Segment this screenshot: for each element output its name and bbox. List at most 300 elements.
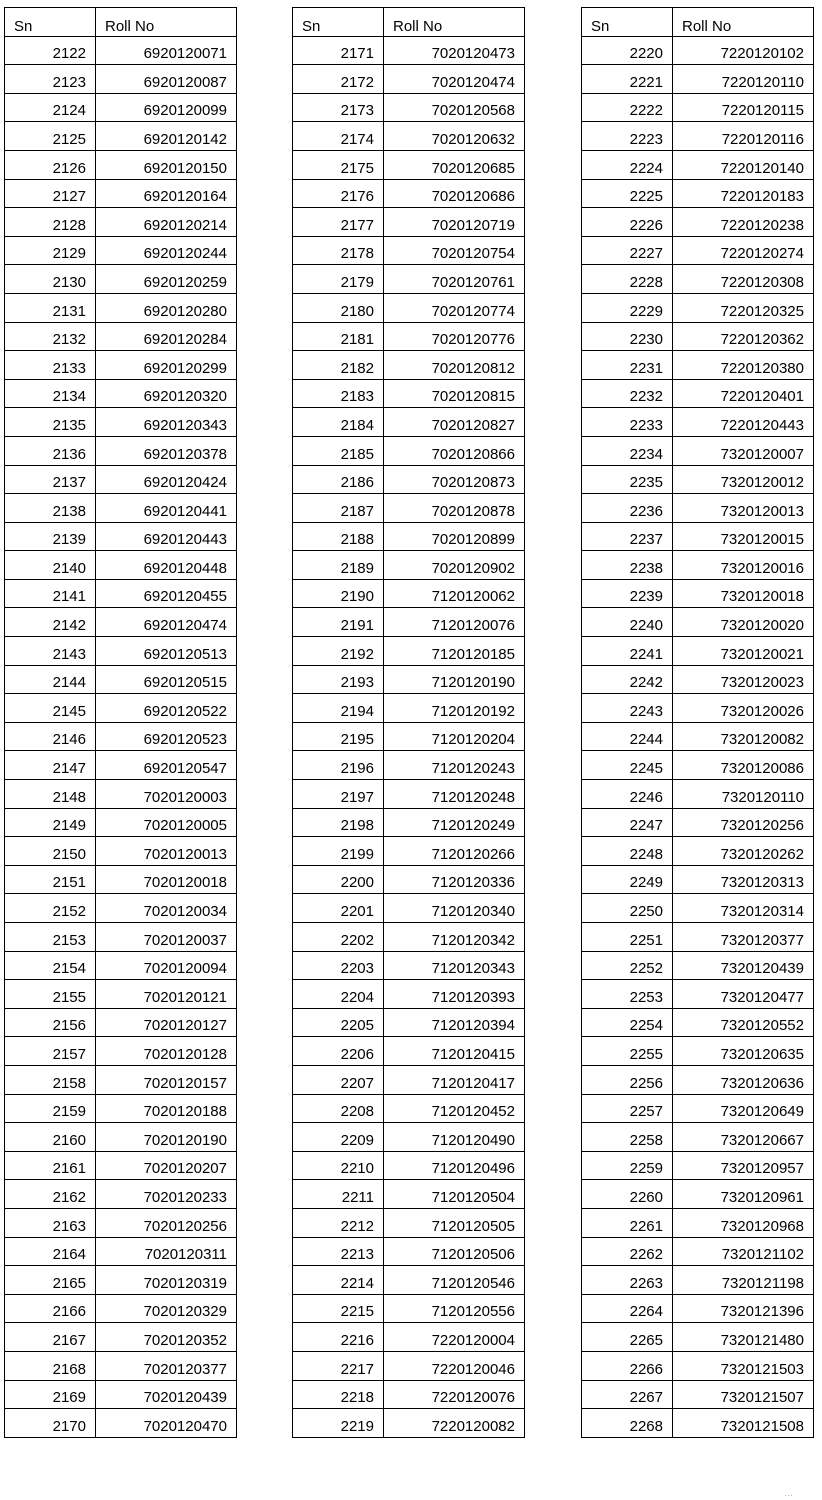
sn-cell: 2179 (293, 265, 384, 294)
table-row (582, 93, 814, 122)
sn-cell: 2158 (5, 1065, 96, 1094)
table-row (293, 494, 525, 523)
sn-cell: 2166 (5, 1294, 96, 1323)
sn-cell: 2175 (293, 150, 384, 179)
roll-no-cell: 7120120393 (384, 980, 525, 1009)
sn-cell: 2215 (293, 1294, 384, 1323)
table-row (5, 93, 237, 122)
sn-cell: 2203 (293, 951, 384, 980)
roll-no-cell: 7220120325 (673, 293, 814, 322)
roll-no-cell: 6920120513 (96, 637, 237, 666)
table-row (293, 1094, 525, 1123)
table-row (582, 1323, 814, 1352)
roll-no-cell: 7020120866 (384, 436, 525, 465)
sn-cell: 2197 (293, 780, 384, 809)
roll-no-cell: 7320120649 (673, 1094, 814, 1123)
roll-no-cell: 7120120204 (384, 722, 525, 751)
sn-cell: 2146 (5, 722, 96, 751)
roll-no-cell: 7020120439 (96, 1380, 237, 1409)
sn-cell: 2226 (582, 208, 673, 237)
roll-no-cell: 7020120902 (384, 551, 525, 580)
table-row (5, 751, 237, 780)
roll-no-cell: 7120120336 (384, 865, 525, 894)
sn-cell: 2182 (293, 351, 384, 380)
sn-cell: 2235 (582, 465, 673, 494)
roll-no-cell: 7220120140 (673, 150, 814, 179)
table-row (582, 551, 814, 580)
table-row (293, 980, 525, 1009)
table-row (582, 1180, 814, 1209)
sn-cell: 2241 (582, 637, 673, 666)
table-row (582, 865, 814, 894)
table-row (582, 494, 814, 523)
roll-no-cell: 7120120504 (384, 1180, 525, 1209)
roll-no-header: Roll No (96, 8, 237, 37)
table-row (5, 694, 237, 723)
table-row (5, 780, 237, 809)
roll-no-cell: 7320120256 (673, 808, 814, 837)
table-row (293, 65, 525, 94)
sn-cell: 2127 (5, 179, 96, 208)
roll-no-cell: 6920120378 (96, 436, 237, 465)
roll-no-cell: 6920120343 (96, 408, 237, 437)
sn-cell: 2191 (293, 608, 384, 637)
sn-cell: 2184 (293, 408, 384, 437)
roll-no-cell: 7220120116 (673, 122, 814, 151)
table-row (293, 436, 525, 465)
table-row (582, 36, 814, 65)
table-row (293, 1123, 525, 1152)
sn-cell: 2234 (582, 436, 673, 465)
roll-no-cell: 7120120490 (384, 1123, 525, 1152)
table-row (293, 1037, 525, 1066)
roll-no-cell: 6920120320 (96, 379, 237, 408)
sn-cell: 2250 (582, 894, 673, 923)
table-row (582, 436, 814, 465)
roll-no-cell: 7020120256 (96, 1208, 237, 1237)
roll-no-cell: 7020120311 (96, 1237, 237, 1266)
roll-no-cell: 7020120754 (384, 236, 525, 265)
sn-cell: 2249 (582, 865, 673, 894)
roll-no-cell: 7020120899 (384, 522, 525, 551)
table-row (582, 65, 814, 94)
roll-no-cell: 7120120496 (384, 1151, 525, 1180)
table-row (293, 208, 525, 237)
roll-no-cell: 7320120018 (673, 579, 814, 608)
roll-no-cell: 7020120774 (384, 293, 525, 322)
table-row (582, 637, 814, 666)
table-row (582, 351, 814, 380)
table-row (5, 808, 237, 837)
sn-cell: 2261 (582, 1208, 673, 1237)
sn-cell: 2211 (293, 1180, 384, 1209)
roll-no-cell: 7020120377 (96, 1351, 237, 1380)
sn-cell: 2186 (293, 465, 384, 494)
table-row (5, 1266, 237, 1295)
table-row (5, 379, 237, 408)
roll-no-cell: 7320120313 (673, 865, 814, 894)
sn-cell: 2263 (582, 1266, 673, 1295)
sn-cell: 2141 (5, 579, 96, 608)
sn-cell: 2232 (582, 379, 673, 408)
table-row (293, 579, 525, 608)
sn-cell: 2178 (293, 236, 384, 265)
sn-cell: 2217 (293, 1351, 384, 1380)
table-row (5, 36, 237, 65)
sn-cell: 2218 (293, 1380, 384, 1409)
roll-no-cell: 7020120329 (96, 1294, 237, 1323)
table-row (582, 265, 814, 294)
table-row (293, 1294, 525, 1323)
sn-cell: 2161 (5, 1151, 96, 1180)
roll-no-cell: 7020120719 (384, 208, 525, 237)
sn-cell: 2163 (5, 1208, 96, 1237)
table-row (5, 465, 237, 494)
roll-no-cell: 7320121507 (673, 1380, 814, 1409)
sn-cell: 2164 (5, 1237, 96, 1266)
roll-no-cell: 7020120190 (96, 1123, 237, 1152)
roll-no-cell: 7320120021 (673, 637, 814, 666)
table-row (293, 122, 525, 151)
sn-cell: 2122 (5, 36, 96, 65)
table-row (582, 150, 814, 179)
roll-no-cell: 7120120343 (384, 951, 525, 980)
sn-cell: 2126 (5, 150, 96, 179)
roll-no-cell: 7320120007 (673, 436, 814, 465)
roll-no-cell: 7320120026 (673, 694, 814, 723)
table-row (582, 1266, 814, 1295)
roll-no-cell: 7020120685 (384, 150, 525, 179)
table-row (582, 951, 814, 980)
sn-cell: 2252 (582, 951, 673, 980)
sn-cell: 2248 (582, 837, 673, 866)
roll-table-1 (4, 7, 237, 1438)
table-row (582, 236, 814, 265)
roll-no-cell: 7020120319 (96, 1266, 237, 1295)
table-row (293, 780, 525, 809)
sn-cell: 2258 (582, 1123, 673, 1152)
roll-no-cell: 7320121480 (673, 1323, 814, 1352)
table-row (582, 208, 814, 237)
table-row (5, 1094, 237, 1123)
roll-no-cell: 7020120188 (96, 1094, 237, 1123)
sn-cell: 2259 (582, 1151, 673, 1180)
table-row (5, 1323, 237, 1352)
roll-no-cell: 7020120034 (96, 894, 237, 923)
roll-no-cell: 7320120961 (673, 1180, 814, 1209)
table-row (293, 865, 525, 894)
roll-no-cell: 7320120082 (673, 722, 814, 751)
table-row (5, 1380, 237, 1409)
sn-cell: 2155 (5, 980, 96, 1009)
table-row (293, 808, 525, 837)
table-row (5, 980, 237, 1009)
roll-no-cell: 7020120207 (96, 1151, 237, 1180)
sn-cell: 2149 (5, 808, 96, 837)
roll-no-cell: 7320120314 (673, 894, 814, 923)
roll-no-cell: 7020120878 (384, 494, 525, 523)
sn-cell: 2150 (5, 837, 96, 866)
roll-no-cell: 6920120280 (96, 293, 237, 322)
roll-no-cell: 6920120164 (96, 179, 237, 208)
table-row (582, 1208, 814, 1237)
sn-cell: 2196 (293, 751, 384, 780)
sn-cell: 2181 (293, 322, 384, 351)
roll-no-header: Roll No (673, 8, 814, 37)
table-row (293, 179, 525, 208)
table-row (5, 1123, 237, 1152)
table-row (293, 1380, 525, 1409)
sn-cell: 2131 (5, 293, 96, 322)
roll-no-cell: 7220120110 (673, 65, 814, 94)
sn-cell: 2144 (5, 665, 96, 694)
sn-cell: 2142 (5, 608, 96, 637)
table-row (293, 951, 525, 980)
roll-no-cell: 7120120076 (384, 608, 525, 637)
roll-no-cell: 7020120568 (384, 93, 525, 122)
roll-no-cell: 7120120248 (384, 780, 525, 809)
sn-cell: 2266 (582, 1351, 673, 1380)
roll-no-cell: 7320120377 (673, 923, 814, 952)
roll-no-cell: 6920120443 (96, 522, 237, 551)
sn-cell: 2223 (582, 122, 673, 151)
table-row (582, 293, 814, 322)
table-row (582, 894, 814, 923)
sn-cell: 2156 (5, 1008, 96, 1037)
sn-cell: 2224 (582, 150, 673, 179)
roll-no-cell: 7020120005 (96, 808, 237, 837)
roll-no-cell: 7120120394 (384, 1008, 525, 1037)
roll-no-cell: 7320120023 (673, 665, 814, 694)
table-row (582, 780, 814, 809)
sn-cell: 2243 (582, 694, 673, 723)
roll-no-cell: 7020120686 (384, 179, 525, 208)
table-row (293, 1266, 525, 1295)
roll-no-cell: 7120120505 (384, 1208, 525, 1237)
table-row (5, 1037, 237, 1066)
roll-no-cell: 6920120071 (96, 36, 237, 65)
table-row (582, 980, 814, 1009)
table-row (293, 150, 525, 179)
table-row (582, 1065, 814, 1094)
roll-no-cell: 7220120443 (673, 408, 814, 437)
table-row (293, 1208, 525, 1237)
table-row (293, 1151, 525, 1180)
roll-no-cell: 7320120086 (673, 751, 814, 780)
roll-no-cell: 7220120076 (384, 1380, 525, 1409)
table-row (293, 551, 525, 580)
roll-no-cell: 7020120761 (384, 265, 525, 294)
roll-no-cell: 7120120546 (384, 1266, 525, 1295)
sn-cell: 2137 (5, 465, 96, 494)
sn-cell: 2255 (582, 1037, 673, 1066)
table-row (582, 322, 814, 351)
sn-cell: 2159 (5, 1094, 96, 1123)
sn-cell: 2189 (293, 551, 384, 580)
table-row (293, 236, 525, 265)
sn-cell: 2230 (582, 322, 673, 351)
table-row (582, 923, 814, 952)
sn-cell: 2154 (5, 951, 96, 980)
table-row (582, 751, 814, 780)
table-row (293, 351, 525, 380)
roll-no-cell: 7020120873 (384, 465, 525, 494)
table-row (582, 1409, 814, 1438)
table-row (5, 236, 237, 265)
table-row (582, 1008, 814, 1037)
table-row (293, 1323, 525, 1352)
sn-cell: 2171 (293, 36, 384, 65)
table-row (582, 1037, 814, 1066)
sn-cell: 2190 (293, 579, 384, 608)
sn-cell: 2192 (293, 637, 384, 666)
sn-cell: 2264 (582, 1294, 673, 1323)
roll-no-cell: 7320120968 (673, 1208, 814, 1237)
roll-no-cell: 7320121198 (673, 1266, 814, 1295)
roll-no-cell: 6920120299 (96, 351, 237, 380)
roll-no-cell: 7120120342 (384, 923, 525, 952)
sn-cell: 2204 (293, 980, 384, 1009)
table-row (582, 179, 814, 208)
table-row (293, 265, 525, 294)
sn-cell: 2176 (293, 179, 384, 208)
roll-no-cell: 7020120470 (96, 1409, 237, 1438)
table-row (582, 1151, 814, 1180)
table-row (5, 923, 237, 952)
table-row (582, 808, 814, 837)
table-row (582, 465, 814, 494)
roll-no-cell: 7320120667 (673, 1123, 814, 1152)
roll-no-cell: 7320120015 (673, 522, 814, 551)
sn-cell: 2200 (293, 865, 384, 894)
sn-cell: 2160 (5, 1123, 96, 1152)
sn-cell: 2220 (582, 36, 673, 65)
table-row (293, 522, 525, 551)
sn-cell: 2173 (293, 93, 384, 122)
table-header-row (582, 8, 814, 37)
sn-cell: 2198 (293, 808, 384, 837)
roll-no-cell: 6920120515 (96, 665, 237, 694)
sn-cell: 2194 (293, 694, 384, 723)
sn-cell: 2125 (5, 122, 96, 151)
roll-no-cell: 7020120127 (96, 1008, 237, 1037)
table-row (5, 894, 237, 923)
sn-cell: 2199 (293, 837, 384, 866)
sn-cell: 2257 (582, 1094, 673, 1123)
table-row (582, 608, 814, 637)
table-row (582, 408, 814, 437)
table-row (5, 865, 237, 894)
sn-cell: 2129 (5, 236, 96, 265)
table-row (5, 637, 237, 666)
table-row (293, 293, 525, 322)
sn-cell: 2262 (582, 1237, 673, 1266)
sn-cell: 2267 (582, 1380, 673, 1409)
table-row (5, 293, 237, 322)
table-row (293, 1065, 525, 1094)
sn-cell: 2157 (5, 1037, 96, 1066)
table-row (5, 408, 237, 437)
roll-no-cell: 7320120635 (673, 1037, 814, 1066)
roll-no-cell: 7320120552 (673, 1008, 814, 1037)
sn-cell: 2148 (5, 780, 96, 809)
sn-cell: 2195 (293, 722, 384, 751)
roll-no-cell: 6920120547 (96, 751, 237, 780)
sn-cell: 2253 (582, 980, 673, 1009)
sn-cell: 2212 (293, 1208, 384, 1237)
sn-cell: 2168 (5, 1351, 96, 1380)
table-row (5, 351, 237, 380)
sn-cell: 2265 (582, 1323, 673, 1352)
roll-no-cell: 7220120380 (673, 351, 814, 380)
table-row (5, 837, 237, 866)
table-row (293, 923, 525, 952)
roll-no-cell: 7120120340 (384, 894, 525, 923)
sn-cell: 2245 (582, 751, 673, 780)
table-row (5, 322, 237, 351)
table-row (293, 722, 525, 751)
table-row (293, 93, 525, 122)
corner-mark-icon: … (784, 1488, 793, 1498)
table-row (293, 1180, 525, 1209)
roll-no-cell: 7220120183 (673, 179, 814, 208)
sn-cell: 2242 (582, 665, 673, 694)
sn-cell: 2139 (5, 522, 96, 551)
sn-cell: 2153 (5, 923, 96, 952)
roll-no-cell: 7120120192 (384, 694, 525, 723)
table-row (5, 1294, 237, 1323)
table-row (5, 1208, 237, 1237)
sn-cell: 2208 (293, 1094, 384, 1123)
roll-no-cell: 7120120062 (384, 579, 525, 608)
roll-no-cell: 7020120121 (96, 980, 237, 1009)
table-row (5, 1065, 237, 1094)
table-row (293, 751, 525, 780)
table-row (293, 665, 525, 694)
sn-cell: 2167 (5, 1323, 96, 1352)
table-header-row (5, 8, 237, 37)
sn-cell: 2147 (5, 751, 96, 780)
table-row (293, 1409, 525, 1438)
roll-no-cell: 7120120243 (384, 751, 525, 780)
table-row (5, 150, 237, 179)
table-row (582, 1123, 814, 1152)
sn-cell: 2193 (293, 665, 384, 694)
table-row (5, 1008, 237, 1037)
roll-no-cell: 6920120259 (96, 265, 237, 294)
roll-no-cell: 7320121503 (673, 1351, 814, 1380)
sn-cell: 2177 (293, 208, 384, 237)
sn-cell: 2251 (582, 923, 673, 952)
sn-cell: 2143 (5, 637, 96, 666)
table-row (5, 494, 237, 523)
sn-cell: 2238 (582, 551, 673, 580)
roll-no-cell: 7120120506 (384, 1237, 525, 1266)
table-row (582, 522, 814, 551)
sn-header: Sn (582, 8, 673, 37)
roll-no-cell: 7220120115 (673, 93, 814, 122)
table-row (582, 1351, 814, 1380)
sn-cell: 2132 (5, 322, 96, 351)
table-row (293, 322, 525, 351)
table-row (582, 379, 814, 408)
roll-no-cell: 7020120815 (384, 379, 525, 408)
roll-no-cell: 6920120441 (96, 494, 237, 523)
roll-no-cell: 7320121102 (673, 1237, 814, 1266)
sn-cell: 2205 (293, 1008, 384, 1037)
roll-no-cell: 6920120455 (96, 579, 237, 608)
sn-cell: 2187 (293, 494, 384, 523)
